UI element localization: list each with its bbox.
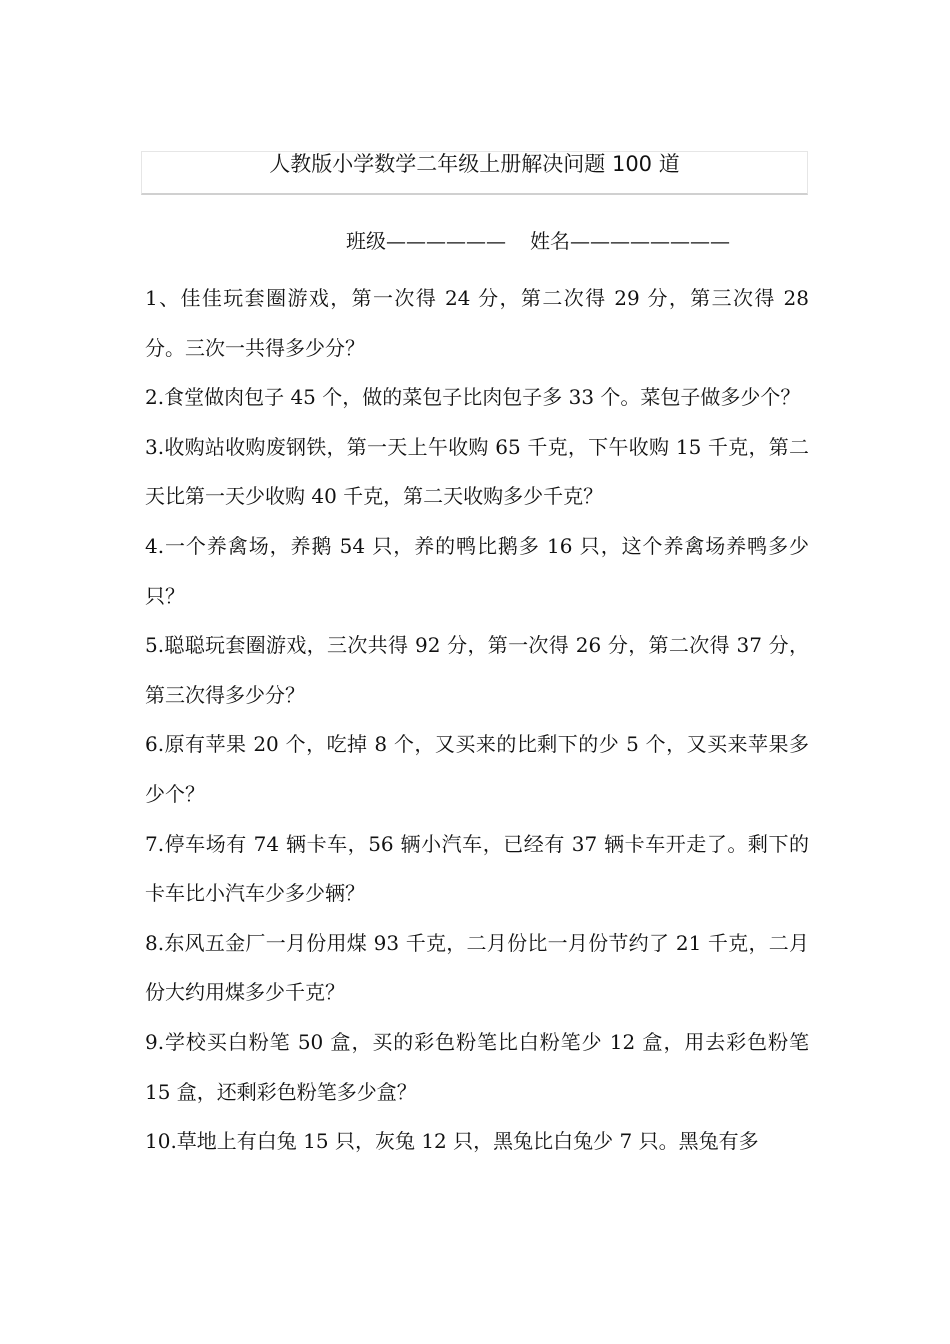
question-item: 1、佳佳玩套圈游戏，第一次得 24 分，第二次得 29 分，第三次得 28 分。三次一共得多少分？	[145, 286, 809, 360]
question-item: 5.聪聪玩套圈游戏，三次共得 92 分，第一次得 26 分，第二次得 37 分，第三次得多少分？	[145, 633, 809, 707]
question-item: 4.一个养禽场，养鹅 54 只，养的鸭比鹅多 16 只，这个养禽场养鸭多少只？	[145, 533, 809, 608]
question-item: 6.原有苹果 20 个，吃掉 8 个，又买来的比剩下的少 5 个，又买来苹果多少个？	[145, 732, 809, 806]
class-field-label: 班级——————	[346, 229, 506, 253]
question-item: 9.学校买白粉笔 50 盒，买的彩色粉笔比白粉笔少 12 盒，用去彩色粉笔 15 盒，还剩彩色粉笔多少盒？	[145, 1029, 809, 1104]
student-info-line	[346, 228, 730, 254]
document-title: 人教版小学数学二年级上册解决问题 100 道	[269, 152, 680, 176]
title-box	[141, 151, 808, 195]
question-item: 3.收购站收购废钢铁，第一天上午收购 65 千克，下午收购 15 千克，第二天比第一天少收购 40 千克，第二天收购多少千克？	[145, 434, 809, 509]
name-field-label: 姓名————————	[530, 229, 730, 253]
question-item: 2.食堂做肉包子 45 个，做的菜包子比肉包子多 33 个。菜包子做多少个？	[145, 385, 801, 410]
question-item: 8.东风五金厂一月份用煤 93 千克，二月份比一月份节约了 21 千克，二月份大约用煤多少千克？	[145, 930, 809, 1005]
question-item: 7.停车场有 74 辆卡车，56 辆小汽车，已经有 37 辆卡车开走了。剩下的卡车比小汽车少多少辆？	[145, 831, 809, 906]
question-item: 10.草地上有白兔 15 只，灰兔 12 只，黑兔比白兔少 7 只。黑兔有多	[145, 1129, 759, 1154]
question-list	[145, 274, 809, 1167]
